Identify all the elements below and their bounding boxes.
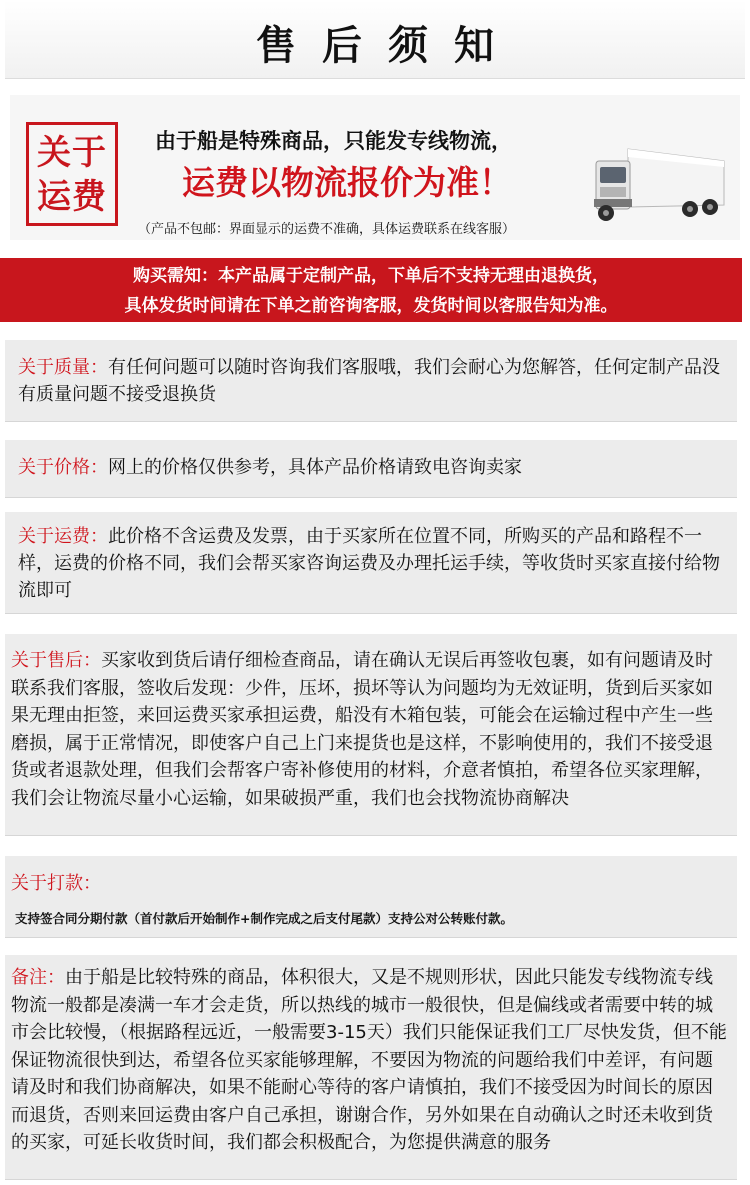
quality-label: 关于质量： [18,357,108,378]
freight-note: （产品不包邮：界面显示的运费不准确，具体运费联系在线客服） [138,222,516,237]
freight-panel [10,95,740,240]
shipping-text: 此价格不含运费及发票，由于买家所在位置不同，所购买的产品和路程不一样，运费的价格不同，我们会帮买家咨询运费及办理托运手续，等收货时买家直接付给物流即可 [18,526,720,601]
price-label: 关于价格： [18,457,108,478]
quality-text: 有任何问题可以随时咨询我们客服哦，我们会耐心为您解答，任何定制产品没有质量问题不接受退换货 [18,357,720,405]
notice-line2: 具体发货时间请在下单之前咨询客服，发货时间以客服告知为准。 [124,296,618,316]
aftersale-label: 关于售后： [11,650,101,671]
shipping-label: 关于运费： [18,526,108,547]
remark-section [5,955,737,1180]
header-bar [5,0,745,79]
freight-stamp [26,122,118,226]
quality-section [5,340,737,422]
remark-label: 备注： [11,967,65,988]
payment-label: 关于打款： [11,873,101,894]
aftersale-section [5,634,737,836]
notice-line1: 购买需知：本产品属于定制产品，下单后不支持无理由退换货， [133,266,609,286]
truck-icon [592,143,732,229]
shipping-section [5,512,737,614]
payment-text: 支持签合同分期付款（首付款后开始制作+制作完成之后支付尾款）支持公对公转账付款。 [15,911,513,926]
stamp-line1: 关于 [37,133,107,173]
remark-text: 由于船是比较特殊的商品，体积很大，又是不规则形状，因此只能发专线物流专线物流一般都是凑满一车才会走货，所以热线的城市一般很快，但是偏线或者需要中转的城市会比较慢，（根据路程远近，一般需要3-15天）我们只能保证我们工厂尽快发货，但不能保证物流很快到达，希望各位买家能够理解，不要因为物流的问题给我们中差评，有问题请及时和我们协商解决，如果不能耐心等待的客户请慎拍，我们不接受因为时间长的原因而退货，否则来回运费由客户自己承担，谢谢合作，另外如果在自动确认之时还未收到货的买家，可延长收货时间，我们都会积极配合，为您提供满意的服务 [11,967,727,1153]
purchase-notice-banner [0,258,742,322]
stamp-line2: 运费 [37,177,107,217]
page-title: 售后须知 [256,23,520,69]
aftersale-text: 买家收到货后请仔细检查商品，请在确认无误后再签收包裹，如有问题请及时联系我们客服，签收后发现：少件，压坏，损坏等认为问题均为无效证明，货到后买家如果无理由拒签，来回运费买家承担运费，船没有木箱包装，可能会在运输过程中产生一些磨损，属于正常情况，即使客户自己上门来提货也是这样，不影响使用的，我们不接受退货或者退款处理，但我们会帮客户寄补修使用的材料，介意者慎拍，希望各位买家理解，我们会让物流尽量小心运输，如果破损严重，我们也会找物流协商解决 [11,650,713,809]
payment-section [5,856,737,938]
freight-line2: 运费以物流报价为准！ [182,163,512,202]
price-section [5,440,737,498]
freight-line1: 由于船是特殊商品，只能发专线物流， [155,129,512,153]
price-text: 网上的价格仅供参考，具体产品价格请致电咨询卖家 [108,457,522,478]
